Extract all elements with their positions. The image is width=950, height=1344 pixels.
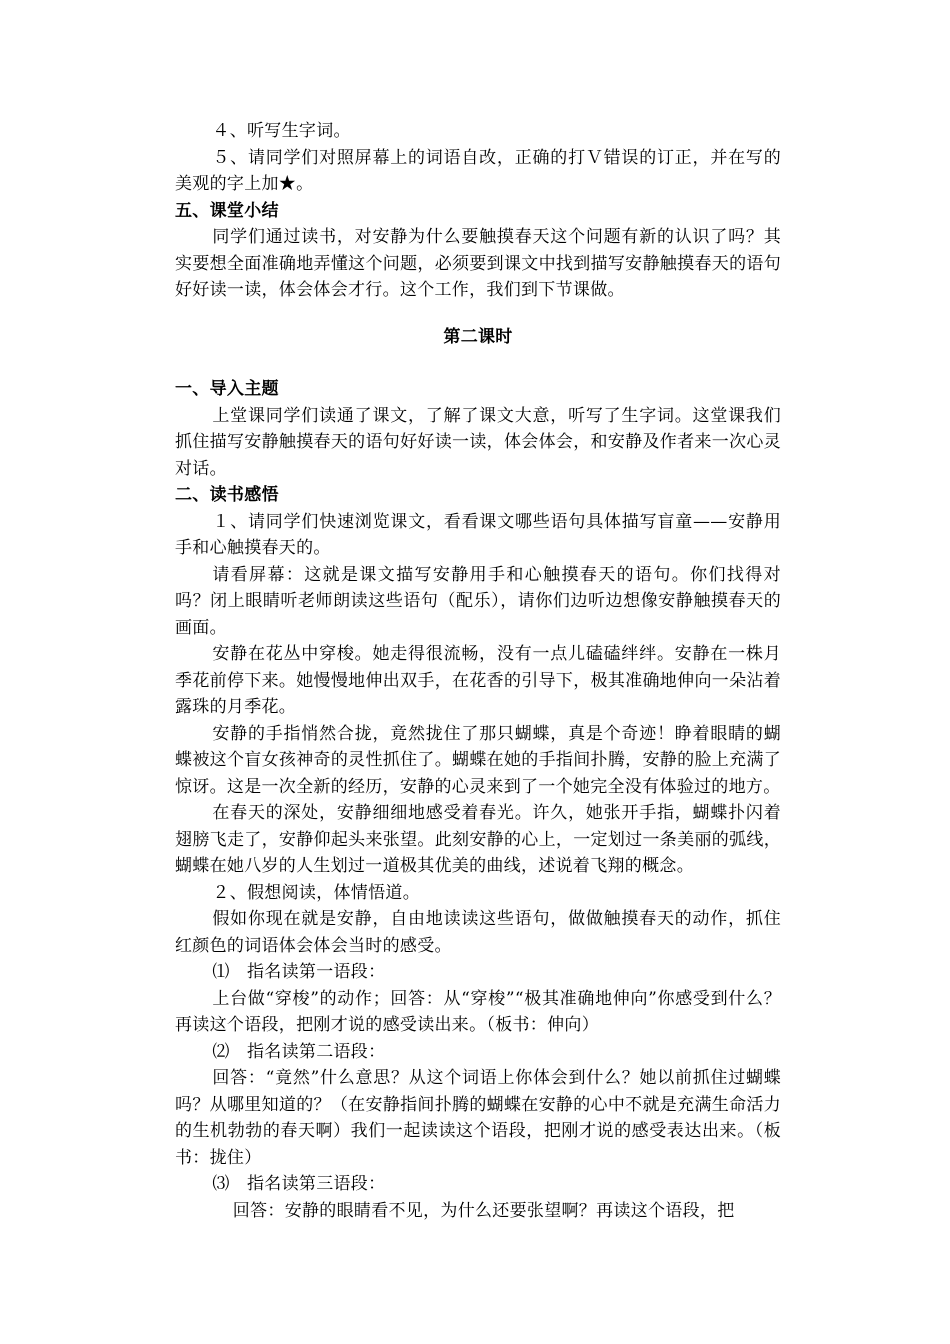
step-4-dictation: ４、听写生字词。 [212, 121, 351, 141]
document-page [175, 118, 781, 1224]
passage-1: 安静在花丛中穿梭。她走得很流畅，没有一点儿磕磕绊绊。安静在一株月季花前停下来。她慢慢地伸出双手，在花香的引导下，极其准确地伸向一朵沾着露珠的月季花。 [175, 644, 781, 717]
screen-instruction: 请看屏幕：这就是课文描写安静用手和心触摸春天的语句。你们找得对吗？闭上眼睛听老师朗读这些语句（配乐），请你们边听边想像安静触摸春天的画面。 [175, 564, 781, 638]
reading-step-1: １、请同学们快速浏览课文，看看课文哪些语句具体描写盲童——安静用手和心触摸春天的。 [175, 511, 781, 558]
step-5-self-correct: ５、请同学们对照屏幕上的词语自改，正确的打Ｖ错误的订正，并在写的美观的字上加★。 [175, 147, 781, 194]
imagine-reading: 假如你现在就是安静，自由地读读这些语句，做做触摸春天的动作，抓住红颜色的词语体会体会当时的感受。 [175, 909, 781, 956]
sub-step-2-title: ⑵ 指名读第二语段： [212, 1041, 386, 1062]
reading-step-2: ２、假想阅读，体情悟道。 [212, 882, 420, 903]
sub-step-1-body: 上台做“穿梭”的动作；回答：从“穿梭”“极其准确地伸向”你感受到什么？再读这个语段，把刚才说的感受读出来。（板书：伸向） [175, 988, 781, 1035]
sub-step-3-title: ⑶ 指名读第三语段： [212, 1174, 386, 1194]
section-heading-summary: 五、课堂小结 [175, 200, 279, 221]
passage-2: 安静的手指悄然合拢，竟然拢住了那只蝴蝶，真是个奇迹！睁着眼睛的蝴蝶被这个盲女孩神奇的灵性抓住了。蝴蝶在她的手指间扑腾，安静的脸上充满了惊讶。这是一次全新的经历，安静的心灵来到了一个她完全没有体验过的地方。 [175, 723, 781, 797]
section-heading-intro: 一、导入主题 [175, 379, 279, 399]
intro-paragraph: 上堂课同学们读通了课文，了解了课文大意，听写了生字词。这堂课我们抓住描写安静触摸春天的语句好好读一读，体会体会，和安静及作者来一次心灵对话。 [175, 405, 781, 479]
sub-step-2-body: 回答：“竟然”什么意思？从这个词语上你体会到什么？她以前抓住过蝴蝶吗？从哪里知道的？（在安静指间扑腾的蝴蝶在安静的心中不就是充满生命活力的生机勃勃的春天啊）我们一起读读这个语段，把刚才说的感受表达出来。（板书：拢住） [175, 1068, 781, 1168]
sub-step-3-body: 回答：安静的眼睛看不见，为什么还要张望啊？再读这个语段，把 [232, 1200, 735, 1221]
sub-step-1-title: ⑴ 指名读第一语段： [212, 962, 386, 982]
lesson-two-title: 第二课时 [443, 326, 513, 347]
summary-paragraph: 同学们通过读书，对安静为什么要触摸春天这个问题有新的认识了吗？其实要想全面准确地弄懂这个问题，必须要到课文中找到描写安静触摸春天的语句好好读一读，体会体会才行。这个工作，我们到下节课做。 [175, 227, 781, 300]
section-heading-reading: 二、读书感悟 [175, 485, 279, 505]
passage-3: 在春天的深处，安静细细地感受着春光。许久，她张开手指，蝴蝶扑闪着翅膀飞走了，安静仰起头来张望。此刻安静的心上，一定划过一条美丽的弧线，蝴蝶在她八岁的人生划过一道极其优美的曲线，述说着飞翔的概念。 [175, 803, 781, 876]
